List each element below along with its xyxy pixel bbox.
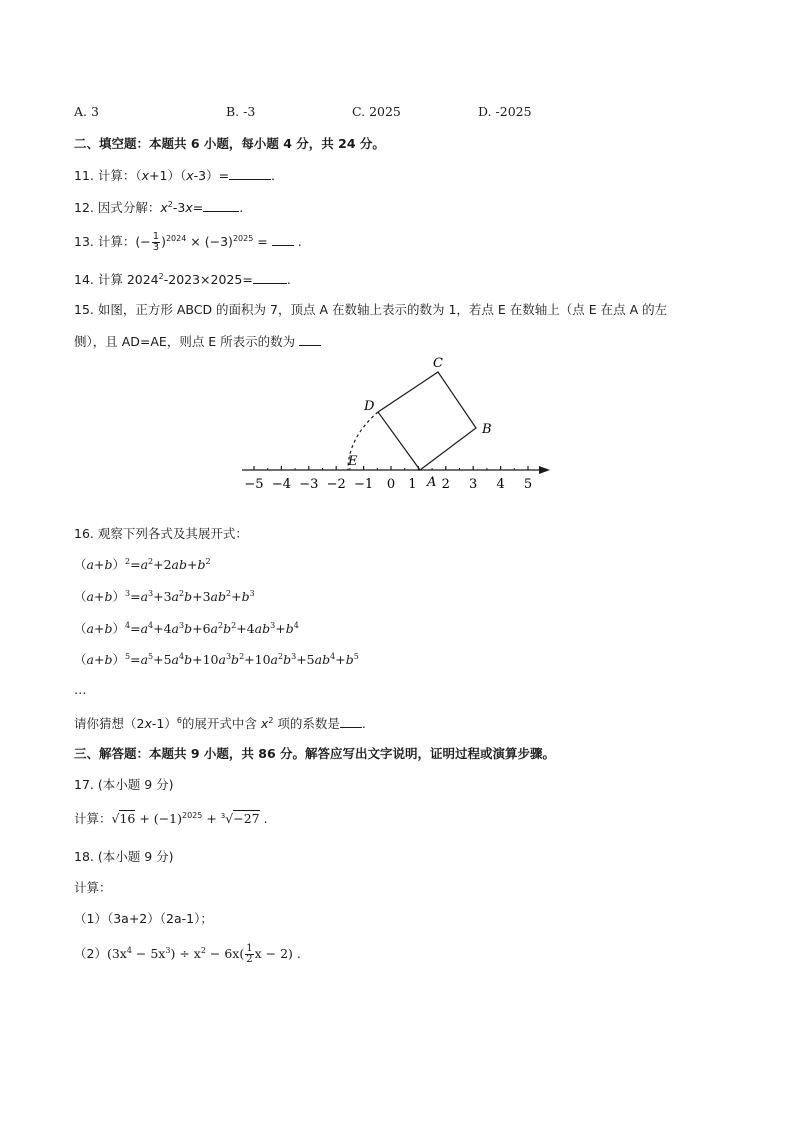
q18-exp4: 4 (126, 945, 132, 955)
q11-prefix: 11. 计算：（ (74, 168, 142, 183)
q12-var: x (160, 200, 168, 215)
expansion-row-4: $(a+b)^5=a^5+5a^4b+10a^3b^2+10a^2b^3+5ab^4+b^5$ (74, 651, 359, 667)
q18-term-a: (3x (106, 946, 127, 961)
sqrt-icon: √ (111, 811, 120, 826)
q13-end: . (297, 234, 302, 249)
q17-plus: + (202, 811, 221, 826)
question-12 (74, 199, 243, 216)
question-18-part1: （1）（3a+2）（2a-1）； (74, 911, 213, 926)
q16-exp2: 2 (268, 715, 274, 725)
axis-tick-label: −2 (326, 477, 346, 492)
axis-tick-label: 2 (441, 477, 450, 492)
question-15-line2 (74, 333, 321, 350)
option-a: A. 3 (74, 104, 99, 119)
q16-end: . (361, 716, 366, 731)
expansion-row-3: $(a+b)^4=a^4+4a^3b+6a^2b^2+4ab^3+b^4$ (74, 620, 299, 636)
fraction (245, 944, 253, 965)
q18-exp3: 3 (165, 945, 171, 955)
q18-term-e: x − 2) (254, 946, 293, 961)
axis-tick-label: −1 (354, 477, 374, 492)
question-14 (74, 271, 291, 288)
q16-mid: -1） (151, 716, 177, 731)
fraction-numerator: 1 (246, 943, 253, 954)
fraction-denominator: 3 (152, 242, 160, 253)
question-17-expr (74, 811, 268, 827)
q14-exp: 2 (158, 271, 164, 281)
fraction-denominator: 2 (246, 954, 253, 965)
axis-tick-label: 4 (496, 477, 505, 492)
q12-exp: 2 (167, 199, 173, 209)
question-16-prompt (74, 715, 366, 732)
q11-mid: +1）（ (149, 168, 187, 183)
axis-tick-label: 3 (469, 477, 478, 492)
expansion-row-2: $(a+b)^3=a^3+3a^2b+3ab^2+b^3$ (74, 588, 255, 604)
question-17-title: 17. (本小题 9 分) (74, 777, 174, 792)
q13-prefix: 13. 计算：(− (74, 234, 151, 249)
fraction (152, 232, 160, 253)
q16-suffix: 项的系数是 (273, 716, 340, 731)
q17-prefix: 计算： (74, 811, 112, 826)
q12-mid: -3 (172, 200, 186, 215)
axis-tick-label: −5 (244, 477, 264, 492)
q16-mid2: 的展开式中含 (181, 716, 261, 731)
square-number-line-figure (236, 352, 556, 500)
label-d: D (364, 399, 375, 414)
q18-term-c: ) ÷ x (170, 946, 201, 961)
q11-end: . (271, 168, 276, 183)
q13-exp1: 2024 (165, 233, 187, 243)
answer-blank[interactable] (340, 715, 362, 728)
q14-end: . (286, 272, 291, 287)
question-15-line1: 15. 如图，正方形 ABCD 的面积为 7，顶点 A 在数轴上表示的数为 1，若点 E 在数轴上（点 E 在点 A 的左 (74, 302, 668, 317)
q17-cube-radicand: −27 (233, 811, 260, 826)
label-c: C (433, 356, 443, 371)
q13-mid: × (−3) (186, 234, 233, 249)
q11-var: x (141, 168, 150, 183)
axis-tick-label: −3 (299, 477, 319, 492)
answer-blank[interactable] (203, 199, 239, 212)
q17-mid: + (−1) (135, 811, 182, 826)
q17-radicand: 16 (119, 811, 136, 826)
q11-suffix: -3）= (193, 168, 230, 183)
q17-end: . (263, 811, 268, 826)
answer-blank[interactable] (229, 167, 271, 180)
option-c: C. 2025 (352, 104, 401, 119)
ellipsis: … (74, 682, 87, 697)
section2-heading: 二、填空题：本题共 6 小题，每小题 4 分，共 24 分。 (74, 136, 385, 151)
q12-var2: x (185, 200, 193, 215)
q16-var: x (144, 716, 152, 731)
q18-exp2: 2 (200, 945, 206, 955)
q17-exp: 2025 (182, 810, 203, 820)
square-abcd (378, 372, 476, 470)
axis-tick-label: −4 (271, 477, 291, 492)
question-13: 13. 计算：(− $\frac{1}{3}$ )$^{2024} \times (-3)^{2025}$ = . (74, 231, 302, 253)
q13-suffix: = (253, 234, 272, 249)
axis-tick-label: 0 (386, 477, 396, 492)
q18-term-b: − 5x (131, 946, 166, 961)
answer-blank[interactable] (272, 233, 294, 246)
axis-tick-label: 1 (408, 477, 417, 492)
answer-blank[interactable] (253, 271, 287, 284)
q14-prefix: 14. 计算 2024 (74, 272, 159, 287)
question-18-part2 (74, 944, 301, 965)
axis-tick-label: 5 (523, 477, 533, 492)
q17-cube-index: 3 (220, 811, 226, 820)
q18-end: . (296, 946, 301, 961)
label-e: E (348, 454, 358, 469)
answer-blank[interactable] (299, 333, 321, 346)
q16-var2: x (260, 716, 269, 731)
question-18-prompt: 计算： (74, 880, 112, 895)
question-11 (74, 167, 275, 184)
question-18-title: 18. (本小题 9 分) (74, 849, 174, 864)
section3-heading: 三、解答题：本题共 9 小题，共 86 分。解答应写出文字说明，证明过程或演算步骤。 (74, 746, 556, 761)
q13-exp2: 2025 (232, 233, 254, 243)
q16-exp: 6 (176, 715, 182, 725)
q18-part2-prefix: （2） (74, 946, 107, 961)
q11-var2: x (186, 168, 194, 183)
cube-root-icon: √ (225, 811, 234, 826)
q16-prefix: 请你猜想（2 (74, 716, 145, 731)
expansion-row-1: $(a+b)^2=a^2+2ab+b^2$ (74, 556, 211, 572)
axis-arrow-icon (539, 466, 550, 474)
fraction-numerator: 1 (152, 231, 160, 242)
question-16-title: 16. 观察下列各式及其展开式： (74, 526, 248, 541)
option-b: B. -3 (226, 104, 256, 119)
q18-term-d: − 6x( (205, 946, 245, 961)
q12-end: . (239, 200, 244, 215)
q12-prefix: 12. 因式分解： (74, 200, 161, 215)
q14-suffix: -2023×2025= (163, 272, 253, 287)
label-b: B (482, 422, 492, 437)
label-a: A (427, 475, 437, 490)
q15-line2-text: 侧），且 AD=AE，则点 E 所表示的数为 (74, 334, 296, 349)
q12-suffix: = (192, 200, 204, 215)
option-d: D. -2025 (478, 104, 532, 119)
